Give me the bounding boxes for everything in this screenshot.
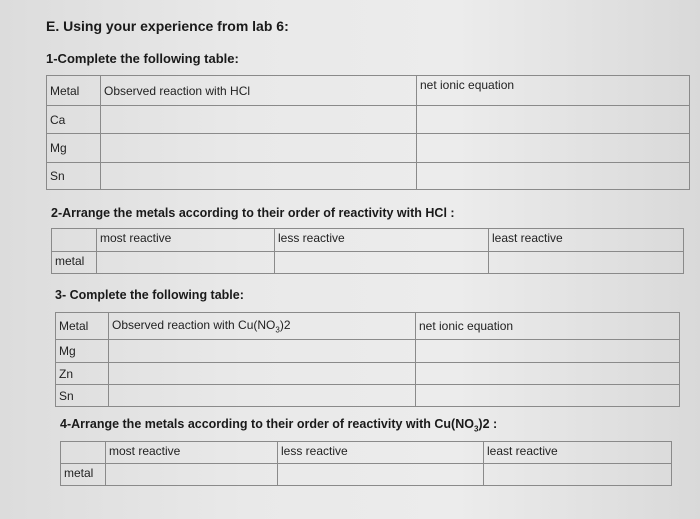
table-row (61, 464, 672, 486)
header-net-ionic-equation: net ionic equation (416, 313, 680, 340)
table-cuno3-reactivity-order (60, 441, 672, 486)
section-title: E. Using your experience from lab 6: (46, 18, 289, 34)
observed-reaction-cell[interactable] (109, 340, 416, 363)
question-4-prompt-subscript: 3 (473, 424, 479, 434)
less-reactive-cell[interactable] (278, 464, 484, 486)
table-row (56, 340, 680, 363)
metal-cell: Ca (47, 106, 101, 134)
observed-reaction-cell[interactable] (101, 106, 417, 134)
table-row (56, 385, 680, 407)
header-metal: Metal (56, 313, 109, 340)
table-hcl-reactivity-order (51, 228, 684, 274)
header-net-ionic-equation: net ionic equation (417, 76, 690, 106)
table-row (47, 134, 690, 163)
header-most-reactive: most reactive (97, 229, 275, 252)
metal-cell: Sn (56, 385, 109, 407)
less-reactive-cell[interactable] (275, 252, 489, 274)
net-ionic-equation-cell[interactable] (417, 134, 690, 163)
header-metal: Metal (47, 76, 101, 106)
header-observed-reaction (109, 313, 416, 340)
metal-cell: Sn (47, 163, 101, 190)
table-header-row (47, 76, 690, 106)
least-reactive-cell[interactable] (489, 252, 684, 274)
header-least-reactive: least reactive (484, 442, 672, 464)
table-row (47, 163, 690, 190)
table-row (47, 106, 690, 134)
header-less-reactive: less reactive (275, 229, 489, 252)
observed-reaction-cell[interactable] (101, 134, 417, 163)
header-observed-suffix: )2 (279, 317, 291, 332)
header-less-reactive: less reactive (278, 442, 484, 464)
header-observed-subscript: 3 (275, 325, 280, 335)
net-ionic-equation-cell[interactable] (417, 106, 690, 134)
observed-reaction-cell[interactable] (109, 385, 416, 407)
net-ionic-equation-cell[interactable] (416, 363, 680, 385)
table-cuno3-reactions (55, 312, 680, 407)
net-ionic-equation-cell[interactable] (417, 163, 690, 190)
table-hcl-reactions (46, 75, 690, 190)
most-reactive-cell[interactable] (97, 252, 275, 274)
blank-corner-cell (52, 229, 97, 252)
table-row (56, 363, 680, 385)
header-observed-prefix: Observed reaction with Cu(NO (112, 317, 276, 332)
least-reactive-cell[interactable] (484, 464, 672, 486)
header-least-reactive: least reactive (489, 229, 684, 252)
table-header-row (56, 313, 680, 340)
metal-cell: Mg (47, 134, 101, 163)
net-ionic-equation-cell[interactable] (416, 340, 680, 363)
question-4-prompt (60, 417, 497, 434)
observed-reaction-cell[interactable] (101, 163, 417, 190)
net-ionic-equation-cell[interactable] (416, 385, 680, 407)
observed-reaction-cell[interactable] (109, 363, 416, 385)
table-row (52, 252, 684, 274)
row-label-metal: metal (61, 464, 106, 486)
table-header-row (61, 442, 672, 464)
metal-cell: Mg (56, 340, 109, 363)
metal-cell: Zn (56, 363, 109, 385)
question-4-prompt-prefix: 4-Arrange the metals according to their order of reactivity with Cu(NO (60, 417, 474, 431)
blank-corner-cell (61, 442, 106, 464)
header-most-reactive: most reactive (106, 442, 278, 464)
table-header-row (52, 229, 684, 252)
question-4-prompt-suffix: )2 : (478, 417, 498, 431)
question-3-prompt: 3- Complete the following table: (55, 288, 244, 302)
question-1-prompt: 1-Complete the following table: (46, 51, 239, 66)
row-label-metal: metal (52, 252, 97, 274)
header-observed-reaction: Observed reaction with HCl (101, 76, 417, 106)
most-reactive-cell[interactable] (106, 464, 278, 486)
question-2-prompt: 2-Arrange the metals according to their order of reactivity with HCl : (51, 206, 455, 220)
